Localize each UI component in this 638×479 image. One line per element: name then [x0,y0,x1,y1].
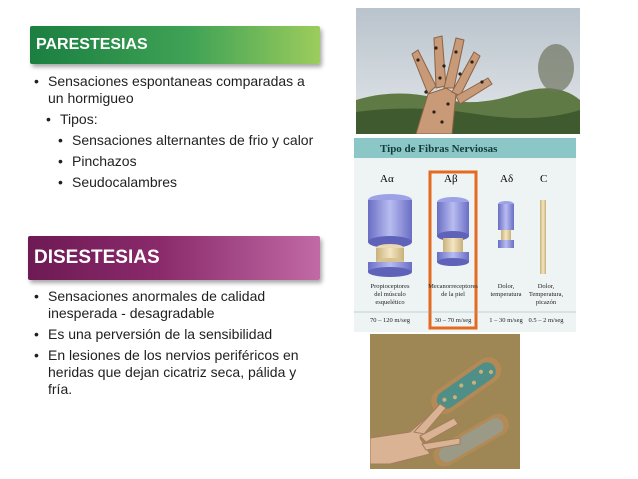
list-item: • En lesiones de los nervios periféricos en heridas que dejan cicatriz seca, pálida y fría. [48,347,318,398]
list-item: • Seudocalambres [72,174,318,191]
svg-text:picazón: picazón [535,299,557,306]
list-item: • Sensaciones espontaneas comparadas a un hormigueo [48,73,318,107]
disestesias-header [28,236,320,280]
svg-text:temperatura: temperatura [490,291,522,298]
list-item: • Sensaciones alternantes de frio y calor [72,132,318,149]
hand-insects-image [356,8,580,134]
fiber-c-label: C [540,173,548,185]
parestesias-list [48,73,318,191]
disestesias-list [48,288,318,402]
svg-text:Propioceptores: Propioceptores [370,283,410,290]
parestesias-title: PARESTESIAS [36,36,148,53]
fibers-title: Tipo de Fibras Nerviosas [380,143,498,155]
list-item: • Sensaciones anormales de calidad inesperada - desagradable [48,288,318,322]
fiber-a-alpha-label: Aα [380,173,394,185]
svg-text:30 – 70 m/seg: 30 – 70 m/seg [434,317,472,324]
svg-text:Dolor,: Dolor, [537,283,555,290]
list-item: • Tipos: [60,111,318,128]
fiber-a-beta-label: Aβ [444,173,458,185]
parestesias-header [30,26,320,64]
svg-text:1 – 30 m/seg: 1 – 30 m/seg [489,317,523,324]
list-item: • Es una perversión de la sensibilidad [48,326,318,343]
hand-texture-image [370,334,520,469]
svg-text:de la piel: de la piel [441,291,465,298]
svg-text:Dolor,: Dolor, [497,283,515,290]
disestesias-title: DISESTESIAS [34,247,160,268]
svg-text:del músculo: del músculo [374,291,406,298]
svg-text:70 – 120 m/seg: 70 – 120 m/seg [370,317,410,324]
svg-text:Mecanorreceptores: Mecanorreceptores [428,283,478,290]
svg-text:0.5 – 2 m/seg: 0.5 – 2 m/seg [528,317,564,324]
svg-text:esquelético: esquelético [375,299,405,306]
fiber-a-delta-label: Aδ [500,173,514,185]
list-item: • Pinchazos [72,153,318,170]
svg-text:Temperatura,: Temperatura, [528,291,564,298]
nerve-fibers-diagram [354,138,576,332]
